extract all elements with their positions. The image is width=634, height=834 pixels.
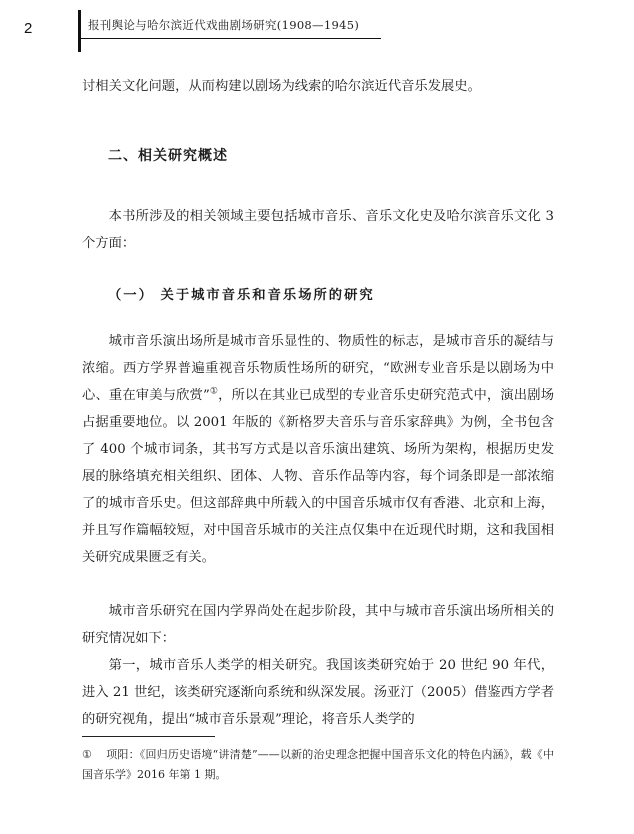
footnote-mark: ①	[82, 748, 92, 761]
running-title: 报刊舆论与哈尔滨近代戏曲剧场研究(1908—1945)	[88, 18, 360, 32]
paragraph-domestic-research: 城市音乐研究在国内学界尚处在起步阶段，其中与城市音乐演出场所相关的研究情况如下：	[82, 604, 554, 646]
section-heading: 二、相关研究概述	[108, 148, 228, 164]
page-number: 2	[24, 20, 33, 37]
footnote-reference: ①	[209, 386, 219, 397]
paragraph-text-after-note: ，所以在其业已成型的专业音乐史研究范式中，演出剧场占据重要地位。以 2001 年版的《新格罗夫音乐与音乐家辞典》为例，全书包含了 400 个城市词条，其书写方式是以音乐演出建筑、场所为架构，根据历史发展的脉络填充相关组织、团体、人物、音乐作品等内容，每个词条即是一部浓缩了的城市音乐史。但这部辞典中所载入的中国音乐城市仅有香港、北京和上海，并且写作篇幅较短，对中国音乐城市的关注点仅集中在近现代时期，这和我国相关研究成果匮乏有关。	[82, 388, 554, 565]
subsection-heading: （一） 关于城市音乐和音乐场所的研究	[108, 288, 375, 303]
section-intro-paragraph: 本书所涉及的相关领域主要包括城市音乐、音乐文化史及哈尔滨音乐文化 3 个方面：	[82, 209, 554, 251]
paragraph-urban-music-venues	[82, 328, 554, 571]
paragraph-music-anthropology: 第一，城市音乐人类学的相关研究。我国该类研究始于 20 世纪 90 年代，进入 21 世纪，该类研究逐渐向系统和纵深发展。汤亚汀（2005）借鉴西方学者的研究视角，提出“城市音乐景观”理论，将音乐人类学的	[82, 658, 554, 727]
intro-line: 讨相关文化问题，从而构建以剧场为线索的哈尔滨近代音乐发展史。	[82, 79, 481, 94]
footnote	[82, 745, 554, 785]
header-rule	[81, 38, 381, 39]
header-bar	[78, 10, 81, 52]
footnote-rule	[82, 736, 215, 737]
footnote-text: 项阳：《回归历史语境“讲清楚”——以新的治史理念把握中国音乐文化的特色内涵》，载《中国音乐学》2016 年第 1 期。	[82, 748, 554, 781]
paragraph-text-before-note: 城市音乐演出场所是城市音乐显性的、物质性的标志，是城市音乐的凝结与浓缩。西方学界普遍重视音乐物质性场所的研究，“欧洲专业音乐是以剧场为中心、重在审美与欣赏”	[82, 334, 554, 403]
